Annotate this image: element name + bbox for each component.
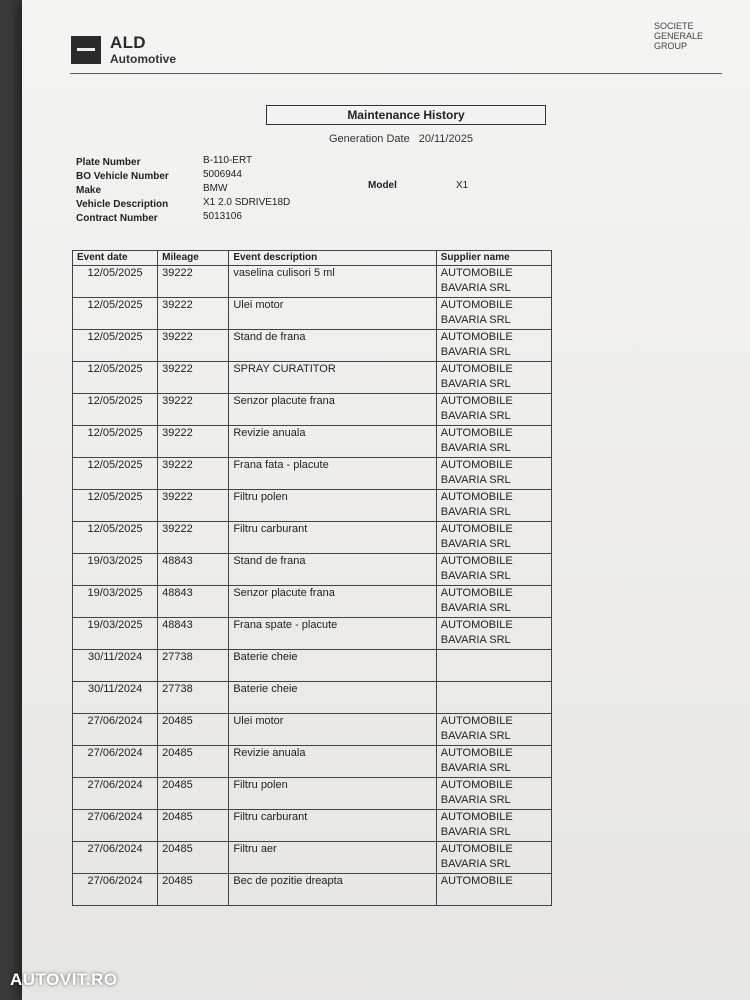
supplier-name-cell bbox=[436, 458, 551, 490]
supplier-name-line: BAVARIA SRL bbox=[440, 538, 511, 550]
supplier-name-line: AUTOMOBILE bbox=[440, 587, 513, 599]
supplier-name-cell bbox=[436, 810, 551, 842]
supplier-name-line: BAVARIA SRL bbox=[440, 794, 511, 806]
supplier-name-cell bbox=[436, 426, 551, 458]
supplier-name-line: AUTOMOBILE bbox=[440, 523, 513, 535]
event-date-cell: 12/05/2025 bbox=[73, 490, 158, 522]
supplier-name-line: AUTOMOBILE bbox=[440, 331, 513, 343]
supplier-name-cell bbox=[436, 330, 551, 362]
event-date-cell: 27/06/2024 bbox=[73, 778, 158, 810]
mileage-cell: 20485 bbox=[158, 874, 229, 906]
event-date-cell: 30/11/2024 bbox=[73, 682, 158, 714]
event-date-cell: 27/06/2024 bbox=[73, 746, 158, 778]
event-description-cell: Baterie cheie bbox=[229, 650, 436, 682]
event-description-cell: SPRAY CURATITOR bbox=[229, 362, 436, 394]
mileage-cell: 27738 bbox=[158, 682, 229, 714]
event-date-cell: 27/06/2024 bbox=[73, 874, 158, 906]
table-row bbox=[73, 810, 552, 842]
supplier-name-line: AUTOMOBILE bbox=[440, 459, 513, 471]
supplier-name-line: AUTOMOBILE bbox=[440, 715, 513, 727]
header-event-description: Event description bbox=[229, 251, 436, 266]
event-description-cell: Filtru carburant bbox=[229, 522, 436, 554]
supplier-name-cell bbox=[436, 586, 551, 618]
supplier-name-cell bbox=[436, 362, 551, 394]
plate-number-label: Plate Number bbox=[76, 157, 141, 168]
event-date-cell: 12/05/2025 bbox=[73, 298, 158, 330]
table-row bbox=[73, 330, 552, 362]
supplier-name-cell bbox=[436, 298, 551, 330]
supplier-name-cell bbox=[436, 522, 551, 554]
table-row bbox=[73, 394, 552, 426]
event-description-cell: Stand de frana bbox=[229, 554, 436, 586]
event-description-cell: Senzor placute frana bbox=[229, 586, 436, 618]
supplier-name-line: AUTOMOBILE bbox=[440, 363, 513, 375]
supplier-name-line: BAVARIA SRL bbox=[440, 506, 511, 518]
supplier-name-cell bbox=[436, 394, 551, 426]
supplier-name-cell bbox=[436, 842, 551, 874]
supplier-name-cell bbox=[436, 266, 551, 298]
event-description-cell: Senzor placute frana bbox=[229, 394, 436, 426]
group-label bbox=[654, 21, 703, 51]
supplier-name-cell bbox=[436, 554, 551, 586]
mileage-cell: 39222 bbox=[158, 490, 229, 522]
mileage-cell: 39222 bbox=[158, 362, 229, 394]
header-mileage: Mileage bbox=[158, 251, 229, 266]
supplier-name-line: BAVARIA SRL bbox=[440, 634, 511, 646]
make-value: BMW bbox=[203, 183, 228, 194]
vehicle-info-labels bbox=[76, 156, 169, 226]
vehicle-info-values bbox=[203, 154, 290, 224]
table-row bbox=[73, 490, 552, 522]
mileage-cell: 27738 bbox=[158, 650, 229, 682]
event-description-cell: Ulei motor bbox=[229, 714, 436, 746]
event-date-cell: 12/05/2025 bbox=[73, 394, 158, 426]
supplier-name-cell bbox=[436, 746, 551, 778]
event-date-cell: 27/06/2024 bbox=[73, 714, 158, 746]
mileage-cell: 20485 bbox=[158, 746, 229, 778]
event-date-cell: 12/05/2025 bbox=[73, 266, 158, 298]
supplier-name-line: BAVARIA SRL bbox=[440, 762, 511, 774]
mileage-cell: 39222 bbox=[158, 394, 229, 426]
supplier-name-line: AUTOMOBILE bbox=[440, 555, 513, 567]
mileage-cell: 39222 bbox=[158, 522, 229, 554]
event-date-cell: 19/03/2025 bbox=[73, 586, 158, 618]
mileage-cell: 20485 bbox=[158, 842, 229, 874]
table-row bbox=[73, 682, 552, 714]
generation-date bbox=[329, 133, 473, 145]
mileage-cell: 20485 bbox=[158, 778, 229, 810]
event-date-cell: 12/05/2025 bbox=[73, 330, 158, 362]
generation-date-label: Generation Date bbox=[329, 133, 410, 145]
maintenance-history-table bbox=[72, 250, 552, 906]
autovit-watermark: AUTOVIT.RO bbox=[10, 970, 118, 989]
supplier-name-line: AUTOMOBILE bbox=[440, 267, 513, 279]
supplier-name-line: AUTOMOBILE bbox=[440, 843, 513, 855]
supplier-name-line: BAVARIA SRL bbox=[440, 858, 511, 870]
supplier-name-line: BAVARIA SRL bbox=[440, 570, 511, 582]
supplier-name-cell bbox=[436, 682, 551, 714]
event-description-cell: vaselina culisori 5 ml bbox=[229, 266, 436, 298]
table-row bbox=[73, 554, 552, 586]
event-date-cell: 27/06/2024 bbox=[73, 842, 158, 874]
supplier-name-line: AUTOMOBILE bbox=[440, 619, 513, 631]
supplier-name-cell bbox=[436, 650, 551, 682]
ald-logo-icon bbox=[71, 36, 101, 64]
event-date-cell: 12/05/2025 bbox=[73, 426, 158, 458]
supplier-name-line: AUTOMOBILE bbox=[440, 491, 513, 503]
group-line: GROUP bbox=[654, 41, 688, 51]
event-date-cell: 27/06/2024 bbox=[73, 810, 158, 842]
contract-number-label: Contract Number bbox=[76, 213, 158, 224]
supplier-name-line: AUTOMOBILE bbox=[440, 779, 513, 791]
supplier-name-cell bbox=[436, 874, 551, 906]
vehicle-description-value: X1 2.0 SDRIVE18D bbox=[203, 197, 291, 208]
mileage-cell: 48843 bbox=[158, 554, 229, 586]
event-description-cell: Revizie anuala bbox=[229, 426, 436, 458]
event-description-cell: Ulei motor bbox=[229, 298, 436, 330]
supplier-name-line: BAVARIA SRL bbox=[440, 442, 511, 454]
supplier-name-line: BAVARIA SRL bbox=[440, 410, 511, 422]
mileage-cell: 39222 bbox=[158, 266, 229, 298]
contract-number-value: 5013106 bbox=[203, 211, 242, 222]
event-date-cell: 19/03/2025 bbox=[73, 554, 158, 586]
event-description-cell: Frana spate - placute bbox=[229, 618, 436, 650]
table-row bbox=[73, 746, 552, 778]
document-page bbox=[22, 0, 750, 1000]
mileage-cell: 20485 bbox=[158, 810, 229, 842]
table-row bbox=[73, 458, 552, 490]
event-date-cell: 12/05/2025 bbox=[73, 522, 158, 554]
mileage-cell: 39222 bbox=[158, 458, 229, 490]
table-row bbox=[73, 842, 552, 874]
event-description-cell: Bec de pozitie dreapta bbox=[229, 874, 436, 906]
table-body bbox=[73, 266, 552, 906]
header-event-date: Event date bbox=[73, 251, 158, 266]
logo-main-text: ALD bbox=[110, 33, 146, 52]
supplier-name-line: BAVARIA SRL bbox=[440, 282, 511, 294]
event-description-cell: Revizie anuala bbox=[229, 746, 436, 778]
supplier-name-line: BAVARIA SRL bbox=[440, 474, 511, 486]
group-line: GENERALE bbox=[654, 31, 704, 41]
plate-number-value: B-110-ERT bbox=[203, 155, 253, 166]
table-row bbox=[73, 362, 552, 394]
table-row bbox=[73, 650, 552, 682]
event-description-cell: Filtru carburant bbox=[229, 810, 436, 842]
supplier-name-line: BAVARIA SRL bbox=[440, 826, 511, 838]
table-row bbox=[73, 618, 552, 650]
supplier-name-cell bbox=[436, 490, 551, 522]
table-row bbox=[73, 522, 552, 554]
header-supplier-name: Supplier name bbox=[436, 251, 551, 266]
generation-date-value: 20/11/2025 bbox=[418, 133, 473, 145]
supplier-name-line: AUTOMOBILE bbox=[440, 299, 513, 311]
table-row bbox=[73, 266, 552, 298]
mileage-cell: 48843 bbox=[158, 586, 229, 618]
document-title: Maintenance History bbox=[266, 105, 546, 125]
table-row bbox=[73, 778, 552, 810]
supplier-name-line: AUTOMOBILE bbox=[440, 427, 513, 439]
supplier-name-line: AUTOMOBILE bbox=[440, 811, 513, 823]
vehicle-description-label: Vehicle Description bbox=[76, 199, 169, 210]
table-row bbox=[73, 426, 552, 458]
make-label: Make bbox=[76, 185, 102, 196]
bo-vehicle-number-label: BO Vehicle Number bbox=[76, 171, 169, 182]
mileage-cell: 48843 bbox=[158, 618, 229, 650]
logo-sub-text: Automotive bbox=[110, 52, 176, 66]
mileage-cell: 39222 bbox=[158, 426, 229, 458]
mileage-cell: 39222 bbox=[158, 330, 229, 362]
event-description-cell: Stand de frana bbox=[229, 330, 436, 362]
table-row bbox=[73, 298, 552, 330]
supplier-name-line: BAVARIA SRL bbox=[440, 730, 511, 742]
supplier-name-line: AUTOMOBILE bbox=[440, 395, 513, 407]
supplier-name-cell bbox=[436, 778, 551, 810]
supplier-name-line: BAVARIA SRL bbox=[440, 314, 511, 326]
bo-vehicle-number-value: 5006944 bbox=[203, 169, 242, 180]
event-description-cell: Filtru aer bbox=[229, 842, 436, 874]
supplier-name-cell bbox=[436, 618, 551, 650]
ald-logo bbox=[71, 34, 176, 65]
table-row bbox=[73, 586, 552, 618]
supplier-name-line: AUTOMOBILE bbox=[440, 875, 513, 887]
event-date-cell: 12/05/2025 bbox=[73, 362, 158, 394]
supplier-name-line: AUTOMOBILE bbox=[440, 747, 513, 759]
group-line: SOCIETE bbox=[654, 21, 694, 31]
model-label: Model bbox=[368, 180, 397, 191]
event-description-cell: Baterie cheie bbox=[229, 682, 436, 714]
supplier-name-cell bbox=[436, 714, 551, 746]
event-description-cell: Filtru polen bbox=[229, 778, 436, 810]
mileage-cell: 39222 bbox=[158, 298, 229, 330]
table-row bbox=[73, 874, 552, 906]
mileage-cell: 20485 bbox=[158, 714, 229, 746]
supplier-name-line: BAVARIA SRL bbox=[440, 378, 511, 390]
table-row bbox=[73, 714, 552, 746]
header-divider bbox=[70, 73, 722, 74]
event-date-cell: 12/05/2025 bbox=[73, 458, 158, 490]
supplier-name-line: BAVARIA SRL bbox=[440, 346, 511, 358]
model-value: X1 bbox=[456, 180, 469, 191]
event-date-cell: 30/11/2024 bbox=[73, 650, 158, 682]
event-description-cell: Filtru polen bbox=[229, 490, 436, 522]
table-header-row bbox=[73, 251, 552, 266]
supplier-name-line: BAVARIA SRL bbox=[440, 602, 511, 614]
event-description-cell: Frana fata - placute bbox=[229, 458, 436, 490]
event-date-cell: 19/03/2025 bbox=[73, 618, 158, 650]
